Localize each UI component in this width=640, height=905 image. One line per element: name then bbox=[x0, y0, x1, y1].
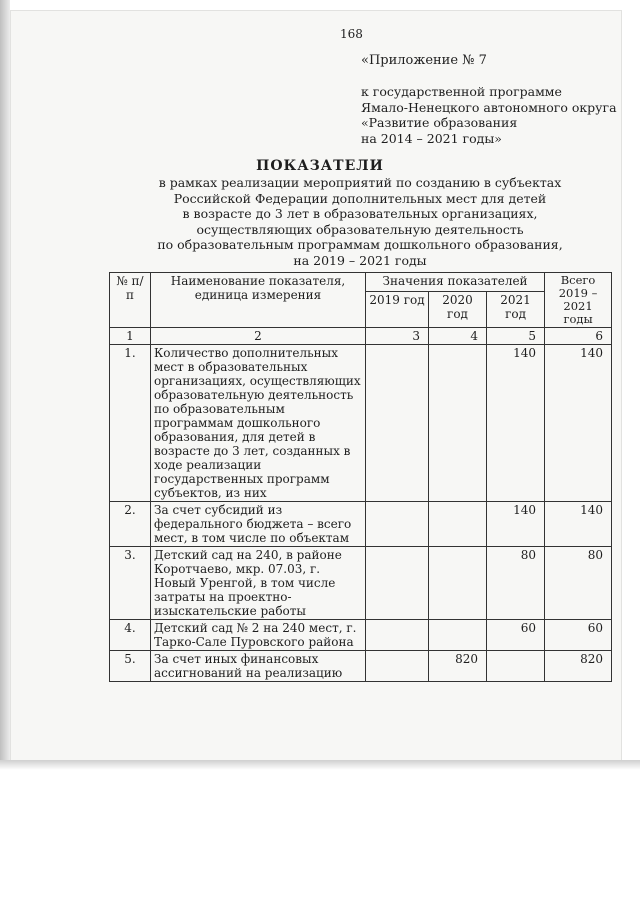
appendix-line: «Развитие образования bbox=[361, 115, 518, 130]
row-total: 60 bbox=[545, 620, 612, 651]
indicators-table bbox=[109, 272, 612, 682]
column-number: 3 bbox=[366, 328, 429, 345]
row-value-2020: 820 bbox=[429, 651, 487, 682]
row-name: Детский сад № 2 на 240 мест, г. Тарко-Сале Пуровского района bbox=[151, 620, 366, 651]
column-number: 4 bbox=[429, 328, 487, 345]
subtitle-line: в рамках реализации мероприятий по созданию в субъектах bbox=[158, 175, 562, 190]
column-number-row bbox=[110, 328, 612, 345]
table-row bbox=[110, 620, 612, 651]
row-num: 1. bbox=[110, 345, 151, 502]
header-year-2021: 2021 год bbox=[487, 292, 545, 328]
appendix-line: к государственной программе bbox=[361, 84, 562, 99]
table-row bbox=[110, 345, 612, 502]
subtitle-line: в возрасте до 3 лет в образовательных организациях, bbox=[182, 206, 538, 221]
document-subtitle bbox=[140, 175, 580, 268]
header-num: № п/п bbox=[110, 273, 151, 328]
scan-edge-shadow bbox=[0, 0, 10, 770]
row-total: 140 bbox=[545, 502, 612, 547]
row-total: 80 bbox=[545, 547, 612, 620]
column-number: 1 bbox=[110, 328, 151, 345]
subtitle-line: по образовательным программам дошкольного образования, bbox=[157, 237, 563, 252]
row-num: 5. bbox=[110, 651, 151, 682]
row-value-2021 bbox=[487, 651, 545, 682]
table-header-row bbox=[110, 273, 612, 292]
row-name: За счет иных финансовых ассигнований на реализацию bbox=[151, 651, 366, 682]
row-name: Детский сад на 240, в районе Коротчаево, мкр. 07.03, г. Новый Уренгой, в том числе затраты на проектно-изыскательские работы bbox=[151, 547, 366, 620]
row-value-2020 bbox=[429, 502, 487, 547]
row-value-2021: 80 bbox=[487, 547, 545, 620]
row-name: За счет субсидий из федерального бюджета – всего мест, в том числе по объектам bbox=[151, 502, 366, 547]
row-total: 820 bbox=[545, 651, 612, 682]
row-value-2019 bbox=[366, 502, 429, 547]
subtitle-line: Российской Федерации дополнительных мест для детей bbox=[173, 190, 547, 206]
subtitle-line: на 2019 – 2021 годы bbox=[293, 252, 427, 268]
row-total: 140 bbox=[545, 345, 612, 502]
row-value-2020 bbox=[429, 345, 487, 502]
row-value-2020 bbox=[429, 547, 487, 620]
header-year-2019: 2019 год bbox=[366, 292, 429, 328]
row-num: 2. bbox=[110, 502, 151, 547]
row-value-2019 bbox=[366, 547, 429, 620]
column-number: 5 bbox=[487, 328, 545, 345]
appendix-line: Ямало-Ненецкого автономного округа bbox=[361, 99, 617, 115]
appendix-lines bbox=[361, 84, 617, 146]
scan-bottom-shadow bbox=[0, 760, 640, 770]
row-value-2021: 60 bbox=[487, 620, 545, 651]
appendix-title: «Приложение № 7 bbox=[361, 53, 487, 68]
row-value-2019 bbox=[366, 651, 429, 682]
row-value-2019 bbox=[366, 345, 429, 502]
header-total: Всего 2019 – 2021 годы bbox=[545, 273, 612, 328]
table-row bbox=[110, 547, 612, 620]
header-name: Наименование показателя, единица измерения bbox=[151, 273, 366, 328]
row-num: 4. bbox=[110, 620, 151, 651]
row-num: 3. bbox=[110, 547, 151, 620]
header-year-2020: 2020 год bbox=[429, 292, 487, 328]
table-row bbox=[110, 502, 612, 547]
row-name: Количество дополнительных мест в образовательных организациях, осуществляющих образовательную деятельность по образовательным программам дошкольного образования, для детей в возрасте до 3 лет, созданных в ходе реализации государственных программ субъектов, из них bbox=[151, 345, 366, 502]
row-value-2021: 140 bbox=[487, 345, 545, 502]
row-value-2019 bbox=[366, 620, 429, 651]
table-row bbox=[110, 651, 612, 682]
document-title: ПОКАЗАТЕЛИ bbox=[256, 158, 384, 174]
appendix-line: на 2014 – 2021 годы» bbox=[361, 130, 502, 146]
row-value-2020 bbox=[429, 620, 487, 651]
page-number: 168 bbox=[340, 27, 363, 41]
subtitle-line: осуществляющих образовательную деятельность bbox=[196, 221, 524, 237]
column-number: 6 bbox=[545, 328, 612, 345]
header-values-group: Значения показателей bbox=[366, 273, 545, 292]
row-value-2021: 140 bbox=[487, 502, 545, 547]
column-number: 2 bbox=[151, 328, 366, 345]
